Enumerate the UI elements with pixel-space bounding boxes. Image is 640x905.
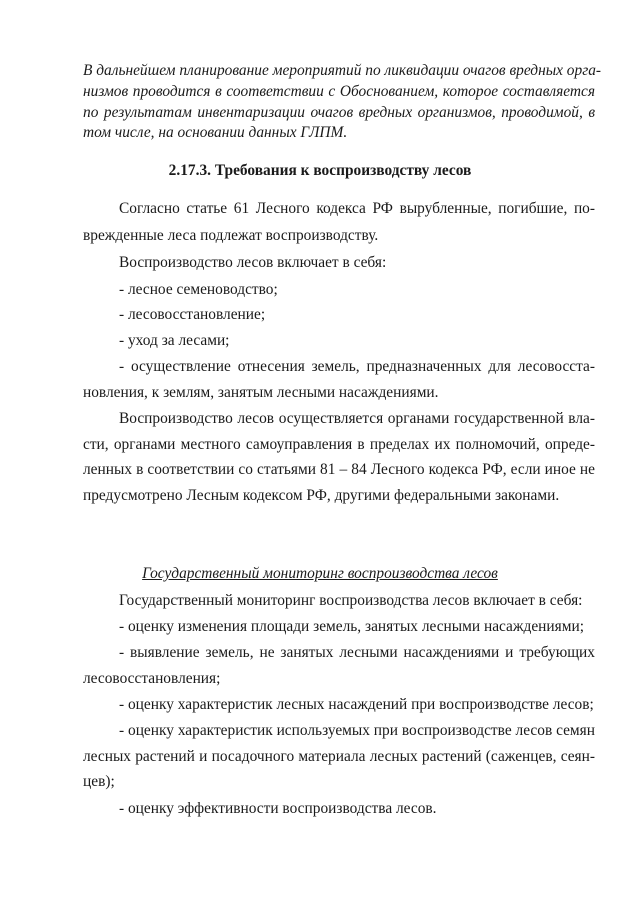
p3-line-1: Воспроизводство лесов осуществляется органами государственной вла- bbox=[119, 410, 595, 427]
monitoring-item-1: - оценку изменения площади земель, занятых лесными насаждениями; bbox=[119, 618, 584, 635]
monitoring-intro: Государственный мониторинг воспроизводства лесов включает в себя: bbox=[119, 592, 583, 609]
monitoring-item-5: - оценку эффективности воспроизводства лесов. bbox=[119, 800, 437, 817]
monitoring-item-4-line-3: цев); bbox=[83, 773, 115, 790]
monitoring-item-4-line-1: - оценку характеристик используемых при воспроизводстве лесов семян bbox=[119, 722, 595, 739]
p3-line-3: ленных в соответствии со статьями 81 – 84 Лесного кодекса РФ, если иное не bbox=[83, 461, 595, 478]
intro-line-1: В дальнейшем планирование мероприятий по ликвидации очагов вредных орга- bbox=[83, 62, 602, 79]
p1-line-1: Согласно статье 61 Лесного кодекса РФ вырубленные, погибшие, по- bbox=[119, 200, 595, 217]
list-item-2: - лесовосстановление; bbox=[119, 306, 266, 323]
monitoring-item-2-line-1: - выявление земель, не занятых лесными насаждениями и требующих bbox=[119, 644, 595, 661]
p2-line: Воспроизводство лесов включает в себя: bbox=[119, 254, 387, 271]
monitoring-item-4-line-2: лесных растений и посадочного материала лесных растений (саженцев, сеян- bbox=[83, 748, 595, 765]
intro-line-3: по результатам инвентаризации очагов вредных организмов, проводимой, в bbox=[83, 104, 595, 121]
section-heading: 2.17.3. Требования к воспроизводству лесов bbox=[168, 162, 472, 179]
list-item-1: - лесное семеноводство; bbox=[119, 281, 278, 298]
intro-line-2: низмов проводится в соответствии с Обоснованием, которое составляется bbox=[83, 83, 595, 100]
item4-line-1: - осуществление отнесения земель, предназначенных для лесовосста- bbox=[119, 358, 595, 375]
p3-line-2: сти, органами местного самоуправления в пределах их полномочий, опреде- bbox=[83, 436, 595, 453]
p1-line-2: врежденные леса подлежат воспроизводству. bbox=[83, 227, 379, 244]
list-item-3: - уход за лесами; bbox=[119, 332, 230, 349]
p3-line-4: предусмотрено Лесным кодексом РФ, другими федеральными законами. bbox=[83, 487, 560, 504]
item4-line-2: новления, к землям, занятым лесными насаждениями. bbox=[83, 384, 439, 401]
intro-line-4: том числе, на основании данных ГЛПМ. bbox=[83, 124, 348, 141]
monitoring-item-3: - оценку характеристик лесных насаждений при воспроизводстве лесов; bbox=[119, 696, 594, 713]
monitoring-subheading: Государственный мониторинг воспроизводства лесов bbox=[142, 565, 498, 582]
monitoring-item-2-line-2: лесовосстановления; bbox=[83, 670, 221, 687]
